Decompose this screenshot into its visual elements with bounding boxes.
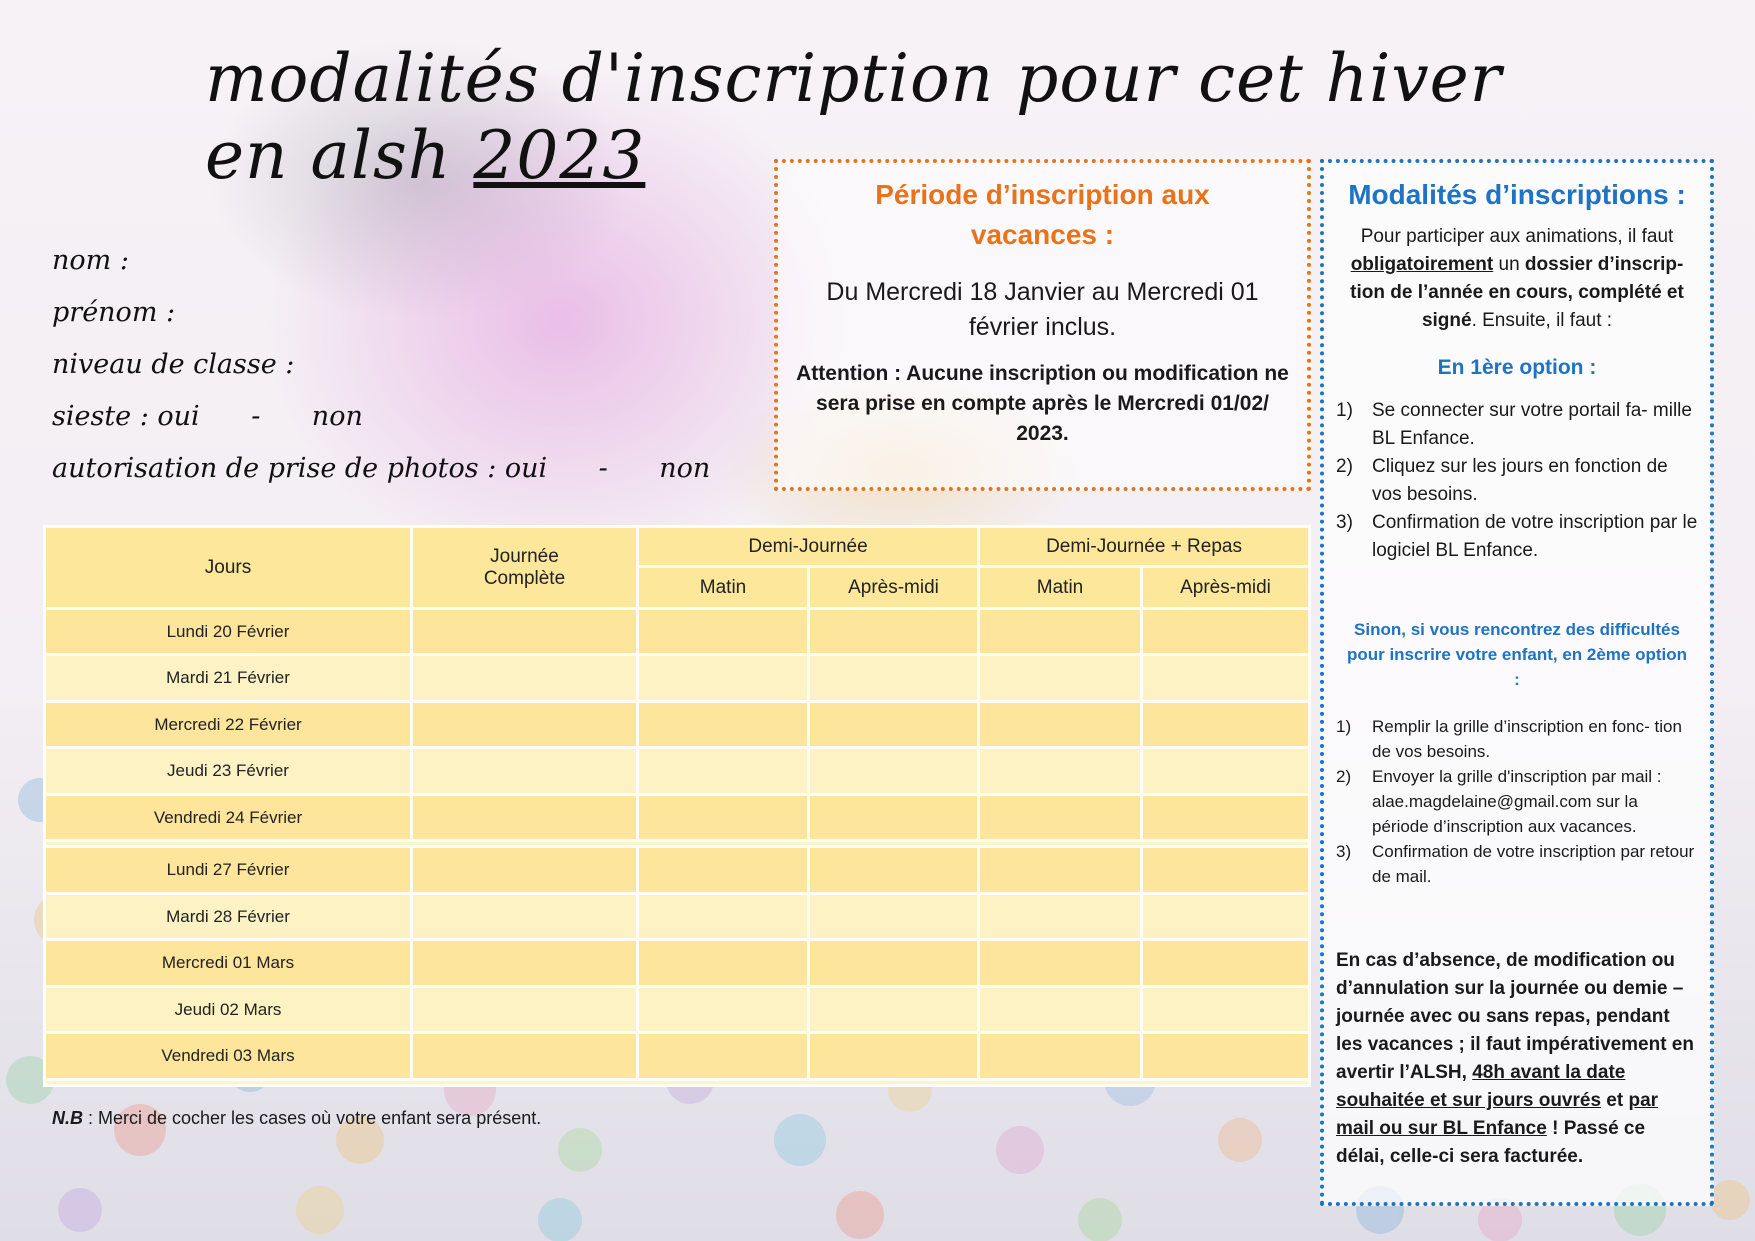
day-label: Mercredi 01 Mars xyxy=(45,940,412,986)
checkbox-cell[interactable] xyxy=(809,893,979,939)
checkbox-cell[interactable] xyxy=(979,847,1142,893)
separator-cell xyxy=(45,1079,1310,1085)
checkbox-cell[interactable] xyxy=(412,701,638,747)
checkbox-cell[interactable] xyxy=(638,847,809,893)
absence-text-3: ! Passé ce délai, celle-ci sera facturée. xyxy=(1336,1118,1646,1167)
footnote-text: : Merci de cocher les cases où votre enfant sera présent. xyxy=(83,1108,542,1128)
col-header-matin-repas: Matin xyxy=(979,567,1142,609)
checkbox-cell[interactable] xyxy=(638,893,809,939)
title-main: modalités d'inscription pour cet hiver en alsh xyxy=(205,40,1503,194)
checkbox-cell[interactable] xyxy=(1142,701,1310,747)
registration-terms-box xyxy=(1320,159,1714,1206)
attendance-table xyxy=(43,525,1311,1087)
checkbox-cell[interactable] xyxy=(809,748,979,794)
intro-obligatoirement: obligatoirement xyxy=(1350,254,1494,275)
option2-list xyxy=(1336,714,1698,889)
list-item xyxy=(1336,453,1698,509)
item-text: Confirmation de votre inscription par le logiciel BL Enfance. xyxy=(1372,512,1698,561)
checkbox-cell[interactable] xyxy=(979,701,1142,747)
checkbox-cell[interactable] xyxy=(979,893,1142,939)
period-title: Période d’inscription aux vacances : xyxy=(875,179,1210,250)
item-text: Confirmation de votre inscription par retour de mail. xyxy=(1372,842,1695,886)
checkbox-cell[interactable] xyxy=(638,609,809,655)
checkbox-cell[interactable] xyxy=(412,986,638,1032)
col-header-apres-midi: Après-midi xyxy=(809,567,979,609)
item-number: 1) xyxy=(1336,400,1353,421)
checkbox-cell[interactable] xyxy=(638,794,809,840)
option1-title: En 1ère option : xyxy=(1437,356,1597,379)
absence-text-2: et xyxy=(1601,1090,1629,1111)
table-row xyxy=(45,748,1310,794)
checkbox-cell[interactable] xyxy=(412,893,638,939)
day-label: Vendredi 24 Février xyxy=(45,794,412,840)
table-row xyxy=(45,940,1310,986)
day-label: Lundi 27 Février xyxy=(45,847,412,893)
checkbox-cell[interactable] xyxy=(809,847,979,893)
list-item xyxy=(1336,397,1698,453)
intro-dossier: dossier d’inscrip- tion de l’année en cours, complété et signé xyxy=(1350,254,1684,331)
col-header-journee-complete: Journée Complète xyxy=(412,527,638,609)
checkbox-cell[interactable] xyxy=(638,748,809,794)
checkbox-cell[interactable] xyxy=(979,748,1142,794)
option1-list xyxy=(1336,397,1698,565)
checkbox-cell[interactable] xyxy=(412,1033,638,1079)
child-info-fields xyxy=(52,235,752,495)
checkbox-cell[interactable] xyxy=(979,940,1142,986)
checkbox-cell[interactable] xyxy=(1142,986,1310,1032)
checkbox-cell[interactable] xyxy=(638,701,809,747)
checkbox-cell[interactable] xyxy=(809,940,979,986)
checkbox-cell[interactable] xyxy=(638,655,809,701)
item-number: 2) xyxy=(1336,456,1353,477)
item-text[interactable]: Envoyer la grille d'inscription par mail : alae.magdelaine@gmail.com sur la période d’inscription aux vacances. xyxy=(1372,767,1662,836)
absence-policy xyxy=(1336,947,1698,1171)
checkbox-cell[interactable] xyxy=(809,701,979,747)
list-item xyxy=(1336,839,1698,889)
checkbox-cell[interactable] xyxy=(412,940,638,986)
checkbox-cell[interactable] xyxy=(809,986,979,1032)
checkbox-cell[interactable] xyxy=(412,794,638,840)
col-header-demi-journee-repas: Demi-Journée + Repas xyxy=(979,527,1310,567)
table-row xyxy=(45,701,1310,747)
checkbox-cell[interactable] xyxy=(1142,1033,1310,1079)
checkbox-cell[interactable] xyxy=(412,847,638,893)
checkbox-cell[interactable] xyxy=(809,794,979,840)
absence-deadline: 48h avant la date souhaitée et sur jours ouvrés xyxy=(1336,1062,1626,1111)
terms-intro xyxy=(1336,223,1698,335)
checkbox-cell[interactable] xyxy=(979,609,1142,655)
checkbox-cell[interactable] xyxy=(638,986,809,1032)
table-row xyxy=(45,794,1310,840)
checkbox-cell[interactable] xyxy=(809,655,979,701)
table-row xyxy=(45,847,1310,893)
item-text: Se connecter sur votre portail fa- mille BL Enfance. xyxy=(1372,400,1692,449)
item-text: Cliquez sur les jours en fonction de vos besoins. xyxy=(1372,456,1668,505)
checkbox-cell[interactable] xyxy=(979,655,1142,701)
table-row xyxy=(45,893,1310,939)
day-label: Jeudi 23 Février xyxy=(45,748,412,794)
registration-period-box xyxy=(774,159,1311,491)
option2-title: Sinon, si vous rencontrez des difficultés pour inscrire votre enfant, en 2ème option : xyxy=(1346,620,1688,689)
col-header-apres-midi-repas: Après-midi xyxy=(1142,567,1310,609)
field-photos[interactable]: autorisation de prise de photos : oui - non xyxy=(52,453,711,484)
checkbox-cell[interactable] xyxy=(1142,794,1310,840)
table-row xyxy=(45,655,1310,701)
footnote-label: N.B xyxy=(52,1108,83,1128)
checkbox-cell[interactable] xyxy=(1142,748,1310,794)
day-label: Mercredi 22 Février xyxy=(45,701,412,747)
checkbox-cell[interactable] xyxy=(1142,893,1310,939)
col-header-demi-journee: Demi-Journée xyxy=(638,527,979,567)
table-row xyxy=(45,986,1310,1032)
item-number: 3) xyxy=(1336,842,1352,861)
checkbox-cell[interactable] xyxy=(979,794,1142,840)
day-label: Lundi 20 Février xyxy=(45,609,412,655)
checkbox-cell[interactable] xyxy=(412,655,638,701)
col-header-jours: Jours xyxy=(45,527,412,609)
list-item xyxy=(1336,509,1698,565)
checkbox-cell[interactable] xyxy=(1142,940,1310,986)
item-number: 1) xyxy=(1336,717,1352,736)
day-label: Mardi 28 Février xyxy=(45,893,412,939)
period-dates: Du Mercredi 18 Janvier au Mercredi 01 février inclus. xyxy=(826,278,1259,341)
day-label: Jeudi 02 Mars xyxy=(45,986,412,1032)
field-niveau[interactable]: niveau de classe : xyxy=(52,349,295,380)
bottom-blank-row xyxy=(45,1079,1310,1085)
checkbox-cell[interactable] xyxy=(979,986,1142,1032)
day-label: Mardi 21 Février xyxy=(45,655,412,701)
absence-text-1: En cas d’absence, de modification ou d’annulation sur la journée ou demie – journée avec ou sans repas, pendant les vacances ; il faut impérativement en avertir l’ALSH, xyxy=(1336,950,1694,1083)
checkbox-cell[interactable] xyxy=(1142,847,1310,893)
title-year: 2023 xyxy=(473,117,646,194)
intro-text-1: Pour participer aux animations, il faut xyxy=(1360,226,1674,247)
day-label: Vendredi 03 Mars xyxy=(45,1033,412,1079)
intro-text-2: un xyxy=(1493,254,1525,275)
checkbox-cell[interactable] xyxy=(638,940,809,986)
field-nom[interactable]: nom : xyxy=(52,245,129,276)
intro-text-3: . Ensuite, il faut : xyxy=(1471,310,1613,331)
checkbox-cell[interactable] xyxy=(979,1033,1142,1079)
field-prenom[interactable]: prénom : xyxy=(52,297,176,328)
period-warning: Attention : Aucune inscription ou modification ne sera prise en compte après le Mercredi 01/02/ 2023. xyxy=(796,362,1289,445)
checkbox-cell[interactable] xyxy=(1142,609,1310,655)
field-sieste[interactable]: sieste : oui - non xyxy=(52,401,363,432)
checkbox-cell[interactable] xyxy=(809,609,979,655)
checkbox-cell[interactable] xyxy=(412,748,638,794)
checkbox-cell[interactable] xyxy=(638,1033,809,1079)
checkbox-cell[interactable] xyxy=(412,609,638,655)
item-number: 2) xyxy=(1336,767,1352,786)
item-number: 3) xyxy=(1336,512,1353,533)
list-item xyxy=(1336,764,1698,839)
table-row xyxy=(45,609,1310,655)
terms-title: Modalités d’inscriptions : xyxy=(1348,179,1686,210)
absence-channel: par mail ou sur BL Enfance xyxy=(1336,1090,1659,1139)
checkbox-cell[interactable] xyxy=(809,1033,979,1079)
item-text: Remplir la grille d’inscription en fonc- tion de vos besoins. xyxy=(1372,717,1682,761)
col-header-matin: Matin xyxy=(638,567,809,609)
page-title xyxy=(205,40,1555,194)
list-item xyxy=(1336,714,1698,764)
table-row xyxy=(45,1033,1310,1079)
checkbox-cell[interactable] xyxy=(1142,655,1310,701)
footnote xyxy=(52,1108,541,1129)
